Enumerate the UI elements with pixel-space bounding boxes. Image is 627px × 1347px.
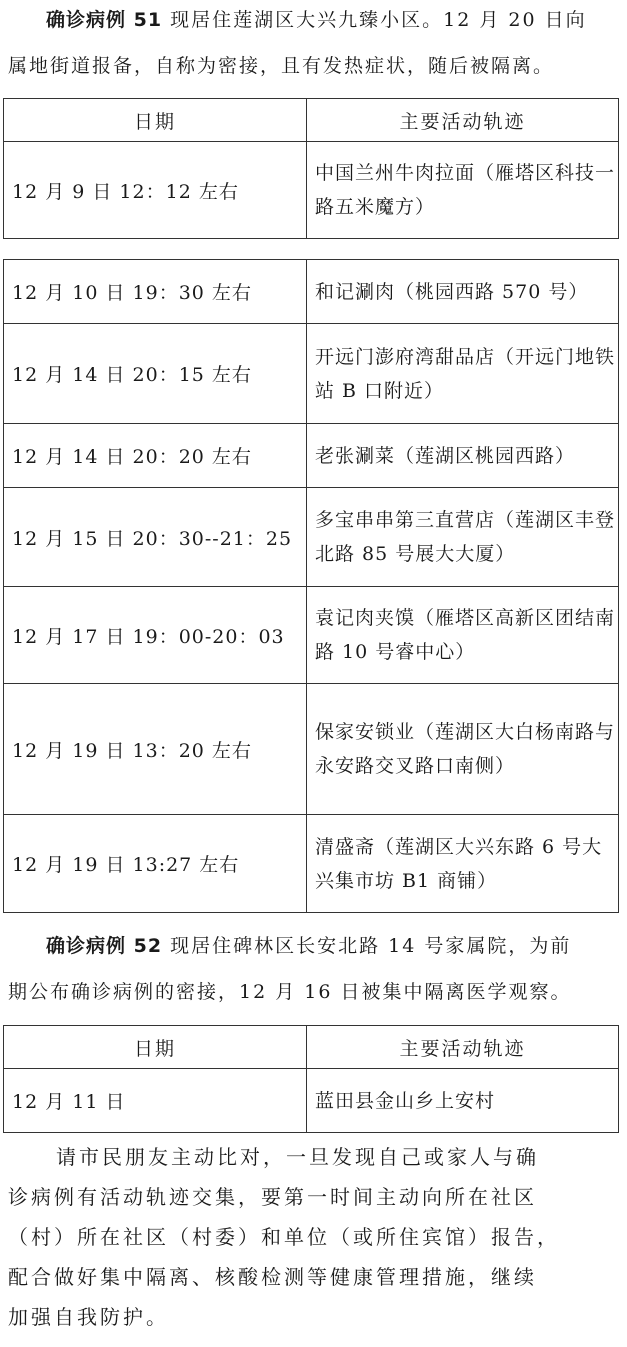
place-cell: 中国兰州牛肉拉面（雁塔区科技一路五米魔方） — [307, 142, 619, 239]
date-cell: 12 月 9 日 12：12 左右 — [4, 142, 307, 239]
case52-intro-line2: 期公布确诊病例的密接，12 月 16 日被集中隔离医学观察。 — [8, 981, 572, 1003]
place-cell: 袁记肉夹馍（雁塔区高新区团结南路 10 号睿中心） — [307, 587, 619, 684]
closing-paragraph — [8, 1137, 620, 1337]
place-cell: 老张涮菜（莲湖区桃园西路） — [307, 424, 619, 488]
date-cell: 12 月 14 日 20：15 左右 — [4, 324, 307, 424]
header-date: 日期 — [4, 99, 307, 142]
place-cell: 蓝田县金山乡上安村 — [307, 1069, 619, 1133]
case51-label: 确诊病例 51 — [46, 9, 163, 31]
table-header-row — [4, 99, 619, 142]
case51-intro-text: 现居住莲湖区大兴九臻小区。12 月 20 日向 — [162, 9, 587, 31]
date-cell: 12 月 11 日 — [4, 1069, 307, 1133]
case52-intro-line1 — [8, 928, 620, 964]
header-activity: 主要活动轨迹 — [307, 99, 619, 142]
case51-table-part2 — [3, 259, 619, 913]
table-row — [4, 488, 619, 587]
place-cell: 保家安锁业（莲湖区大白杨南路与永安路交叉路口南侧） — [307, 684, 619, 815]
date-cell: 12 月 14 日 20：20 左右 — [4, 424, 307, 488]
case52-label: 确诊病例 52 — [46, 935, 163, 957]
case51-intro-line2: 属地街道报备，自称为密接，且有发热症状，随后被隔离。 — [8, 55, 555, 77]
case51-intro-line1 — [8, 2, 620, 38]
date-cell: 12 月 19 日 13:27 左右 — [4, 815, 307, 913]
place-cell: 开远门澎府湾甜品店（开远门地铁站 B 口附近） — [307, 324, 619, 424]
case52-intro — [8, 928, 620, 1010]
table-row — [4, 1069, 619, 1133]
header-activity: 主要活动轨迹 — [307, 1026, 619, 1069]
case51-table-part1 — [3, 98, 619, 239]
table-row — [4, 587, 619, 684]
place-cell: 清盛斋（莲湖区大兴东路 6 号大兴集市坊 B1 商铺） — [307, 815, 619, 913]
date-cell: 12 月 10 日 19：30 左右 — [4, 260, 307, 324]
closing-line: 加强自我防护。 — [8, 1305, 169, 1329]
closing-line: （村）所在社区（村委）和单位（或所住宾馆）报告， — [8, 1225, 560, 1249]
table-row — [4, 260, 619, 324]
table-header-row — [4, 1026, 619, 1069]
table-row — [4, 142, 619, 239]
place-cell: 和记涮肉（桃园西路 570 号） — [307, 260, 619, 324]
closing-line: 诊病例有活动轨迹交集，要第一时间主动向所在社区 — [8, 1185, 537, 1209]
case52-table — [3, 1025, 619, 1133]
table-row — [4, 324, 619, 424]
date-cell: 12 月 19 日 13：20 左右 — [4, 684, 307, 815]
date-cell: 12 月 17 日 19：00-20：03 — [4, 587, 307, 684]
table-row — [4, 815, 619, 913]
header-date: 日期 — [4, 1026, 307, 1069]
closing-line: 请市民朋友主动比对，一旦发现自己或家人与确 — [56, 1145, 539, 1169]
table-row — [4, 684, 619, 815]
closing-line: 配合做好集中隔离、核酸检测等健康管理措施，继续 — [8, 1265, 537, 1289]
table-row — [4, 424, 619, 488]
case51-intro — [8, 2, 620, 84]
place-cell: 多宝串串第三直营店（莲湖区丰登北路 85 号展大大厦） — [307, 488, 619, 587]
case52-intro-text: 现居住碑林区长安北路 14 号家属院，为前 — [162, 935, 572, 957]
date-cell: 12 月 15 日 20：30--21：25 — [4, 488, 307, 587]
